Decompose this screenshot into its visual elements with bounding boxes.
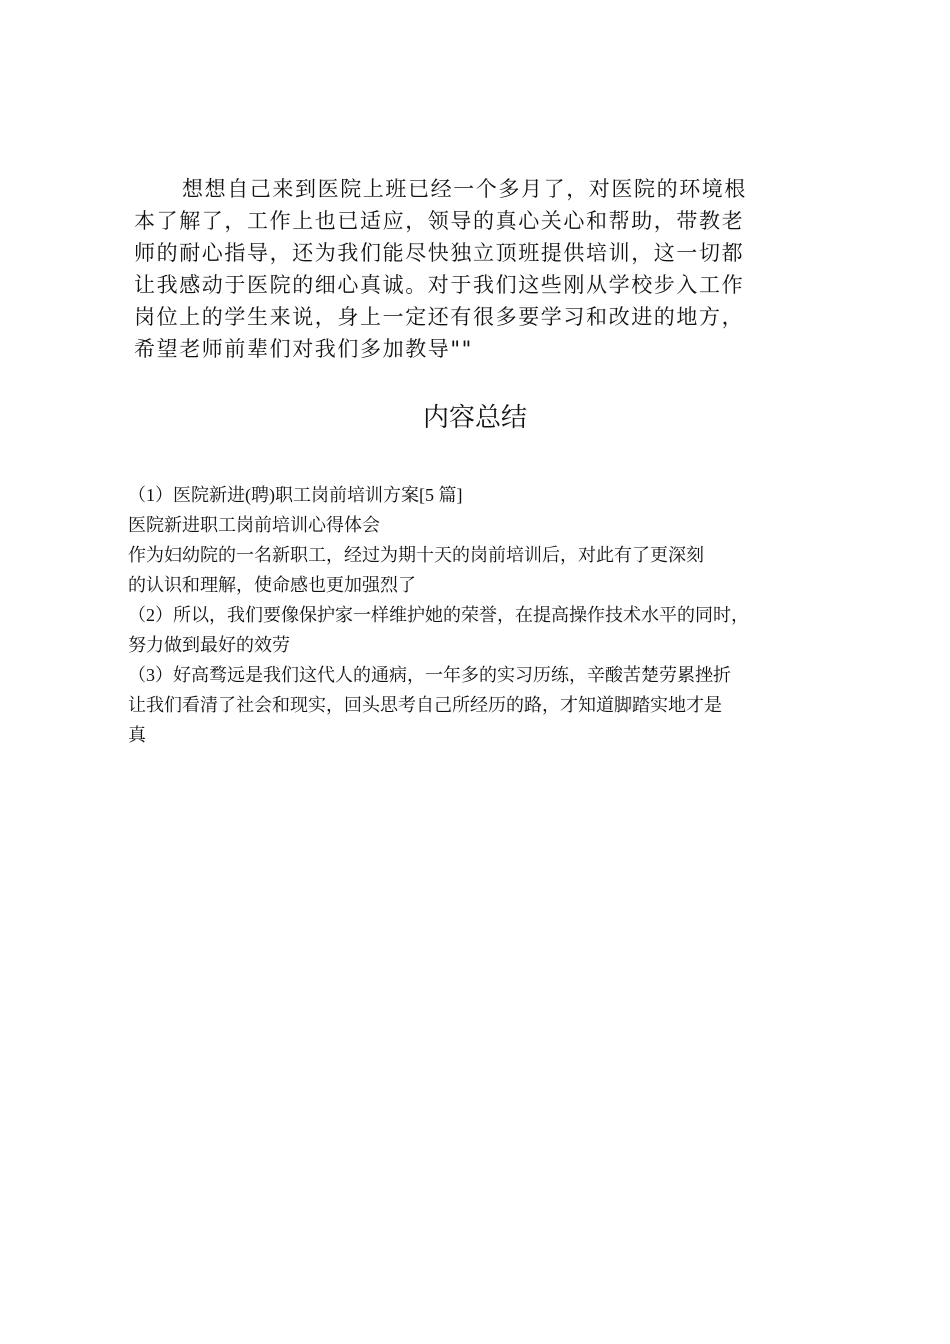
summary-list bbox=[128, 480, 840, 750]
summary-item-2: （2）所以，我们要像保护家一样维护她的荣誉，在提高操作技术水平的同时， 努力做到最好的效劳 bbox=[128, 605, 749, 655]
summary-item-subtitle: 医院新进职工岗前培训心得体会 bbox=[128, 515, 380, 535]
summary-item-3: （3）好高骛远是我们这代人的通病，一年多的实习历练，辛酸苦楚劳累挫折 让我们看清了社会和现实，回头思考自己所经历的路，才知道脚踏实地才是 真 bbox=[128, 665, 731, 745]
summary-title: 内容总结 bbox=[422, 403, 527, 433]
summary-item-body: 作为妇幼院的一名新职工，经过为期十天的岗前培训后，对此有了更深刻 的认识和理解，使命感也更加强烈了 bbox=[128, 545, 704, 595]
intro-paragraph: 想想自己来到医院上班已经一个多月了，对医院的环境根 本了解了，工作上也已适应，领导的真心关心和帮助，带教老 师的耐心指导，还为我们能尽快独立顶班提供培训，这一切都 让我感动于医院的细心真诚。对于我们这些刚从学校步入工作 岗位上的学生来说，身上一定还有很多要学习和改进的地方， 希望老师前辈们对我们多加教导"" bbox=[134, 177, 747, 361]
summary-item-1: （1）医院新进(聘)职工岗前培训方案[5 篇] bbox=[128, 485, 463, 505]
